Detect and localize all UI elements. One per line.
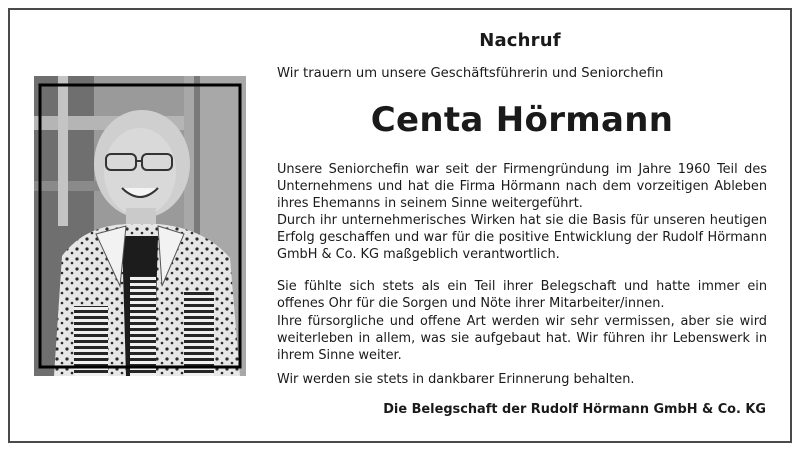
notice-heading: Nachruf	[479, 30, 561, 51]
paragraph-remembrance: Wir werden sie stets in dankbarer Erinnerung behalten.	[277, 372, 635, 387]
signature: Die Belegschaft der Rudolf Hörmann GmbH & Co. KG	[383, 402, 766, 417]
intro-line: Wir trauern um unsere Geschäftsführerin und Seniorchefin	[277, 66, 664, 81]
paragraph-history: Unsere Seniorchefin war seit der Firmengründung im Jahre 1960 Teil des Unternehmens und hat die Firma Hörmann nach dem vorzeitigen Ableben ihres Ehemanns in seinem Sinne weitergeführt.	[277, 162, 767, 211]
paragraph-staff: Sie fühlte sich stets als ein Teil ihrer Belegschaft und hatte immer ein offenes Ohr für die Sorgen und Nöte ihrer Mitarbeiter/innen.	[277, 279, 767, 311]
paragraph-achievement: Durch ihr unternehmerisches Wirken hat sie die Basis für unseren heutigen Erfolg geschaffen und war für die positive Entwicklung der Rudolf Hörmann GmbH & Co. KG maßgeblich verantwortlich.	[277, 213, 767, 262]
portrait-photo	[34, 76, 246, 376]
deceased-name: Centa Hörmann	[370, 100, 674, 140]
paragraph-legacy: Ihre fürsorgliche und offene Art werden wir sehr vermissen, aber sie wird weiterleben in allem, was sie aufgebaut hat. Wir führen ihr Lebenswerk in ihrem Sinne weiter.	[277, 314, 767, 363]
